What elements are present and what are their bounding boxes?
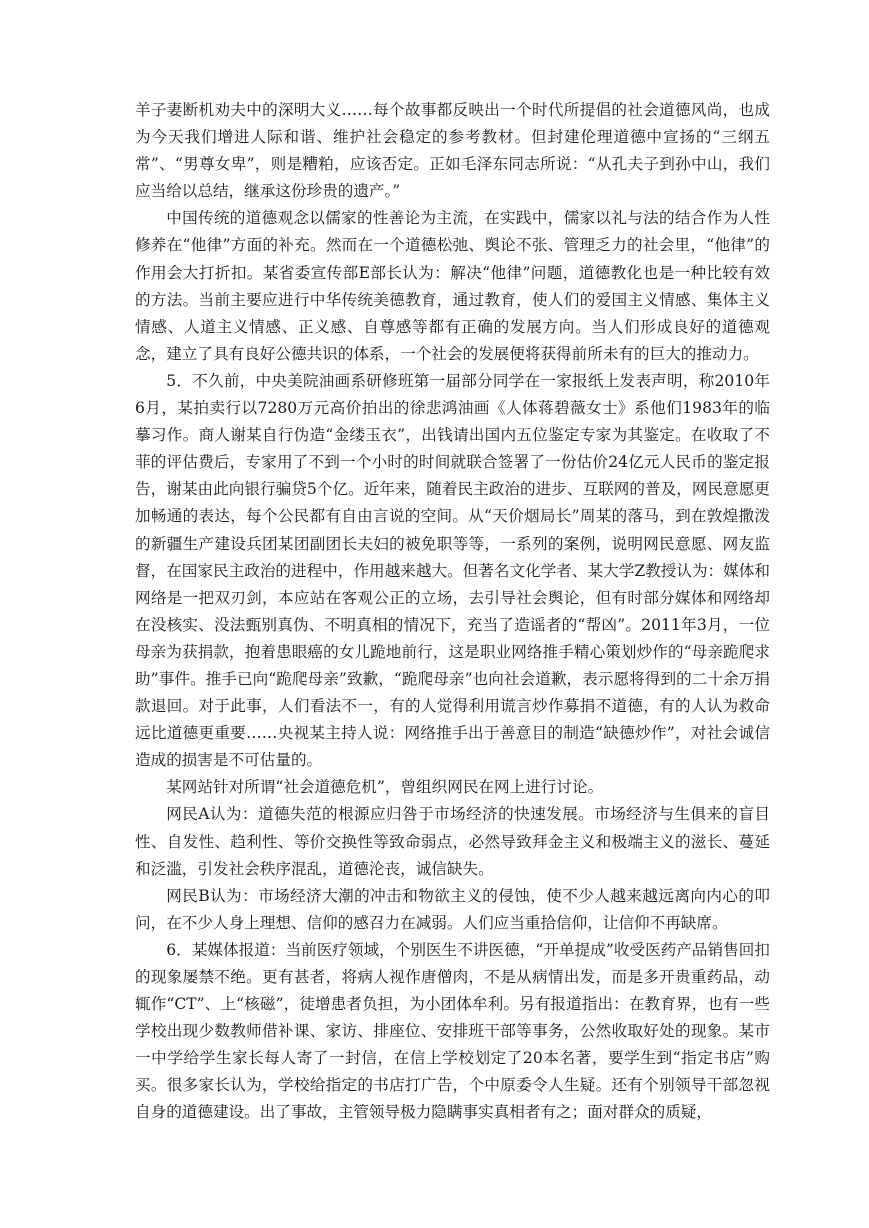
paragraph-online-discussion: 某网站针对所谓“社会道德危机”，曾组织网民在网上进行讨论。 <box>166 778 604 797</box>
paragraph-netizen-a: 网民A认为：道德失范的根源应归咎于市场经济的快速发展。市场经济与生俱来的盲目性、自发性、趋利性、等价交换性等致命弱点，必然导致拜金主义和极端主义的滋长、蔓延和泛滥，引发社会秩序混乱，道德沦丧，诚信缺失。 <box>135 805 770 878</box>
paragraph-confucian-morality: 中国传统的道德观念以儒家的性善论为主流，在实践中，儒家以礼与法的结合作为人性修养在“他律”方面的补充。然而在一个道德松弛、舆论不张、管理乏力的社会里，“他律”的作用会大打折扣。某省委宣传部E部长认为：解决“他律”问题，道德教化也是一种比较有效的方法。当前主要应进行中华传统美德教育，通过教育，使人们的爱国主义情感、集体主义情感、人道主义情感、正义感、自尊感等都有正确的发展方向。当人们形成良好的道德观念，建立了具有良好公德共识的体系，一个社会的发展便将获得前所未有的巨大的推动力。 <box>135 209 770 363</box>
document-body <box>135 97 770 1127</box>
paragraph-netizen-b: 网民B认为：市场经济大潮的冲击和物欲主义的侵蚀，使不少人越来越远离向内心的叩问，在不少人身上理想、信仰的感召力在减弱。人们应当重拾信仰，让信仰不再缺席。 <box>135 886 770 932</box>
paragraph-item-6: 6．某媒体报道：当前医疗领域，个别医生不讲医德，“开单提成”收受医药产品销售回扣的现象屡禁不绝。更有甚者，将病人视作唐僧肉，不是从病情出发，而是多开贵重药品，动辄作“CT”、上“核磁”，徒增患者负担，为小团体牟利。另有报道指出：在教育界，也有一些学校出现少数教师借补课、家访、排座位、安排班干部等事务，公然收取好处的现象。某市一中学给学生家长每人寄了一封信，在信上学校划定了20本名著，要学生到“指定书店”购买。很多家长认为，学校给指定的书店打广告，个中原委令人生疑。还有个别领导干部忽视自身的道德建设。出了事故，主管领导极力隐瞒事实真相者有之；面对群众的质疑， <box>135 940 770 1122</box>
paragraph-continuation: 羊子妻断机劝夫中的深明大义……每个故事都反映出一个时代所提倡的社会道德风尚，也成为今天我们增进人际和谐、维护社会稳定的参考教材。但封建伦理道德中宣扬的“三纲五常”、“男尊女卑”，则是糟粕，应该否定。正如毛泽东同志所说：“从孔夫子到孙中山，我们应当给以总结，继承这份珍贵的遗产。” <box>135 101 770 201</box>
paragraph-item-5: 5．不久前，中央美院油画系研修班第一届部分同学在一家报纸上发表声明，称2010年6月，某拍卖行以7280万元高价拍出的徐悲鸿油画《人体蒋碧薇女士》系他们1983年的临摹习作。商人谢某自行伪造“金缕玉衣”，出钱请出国内五位鉴定专家为其鉴定。在收取了不菲的评估费后，专家用了不到一个小时的时间就联合签署了一份估价24亿元人民币的鉴定报告，谢某由此向银行骗贷5个亿。近年来，随着民主政治的进步、互联网的普及，网民意愿更加畅通的表达，每个公民都有自由言说的空间。从“天价烟局长”周某的落马，到在敦煌撒泼的新疆生产建设兵团某团副团长夫妇的被免职等等，一系列的案例，说明网民意愿、网友监督，在国家民主政治的进程中，作用越来越大。但著名文化学者、某大学Z教授认为：媒体和网络是一把双刃剑，本应站在客观公正的立场，去引导社会舆论，但有时部分媒体和网络却在没核实、没法甄别真伪、不明真相的情况下，充当了造谣者的“帮凶”。2011年3月，一位母亲为获捐款，抱着患眼癌的女儿跪地前行，这是职业网络推手精心策划炒作的“母亲跪爬求助”事件。推手已向“跪爬母亲”致歉，“跪爬母亲”也向社会道歉，表示愿将得到的二十余万捐款退回。对于此事，人们看法不一，有的人觉得利用谎言炒作募捐不道德，有的人认为救命远比道德更重要……央视某主持人说：网络推手出于善意目的制造“缺德炒作”，对社会诚信造成的损害是不可估量的。 <box>135 371 770 770</box>
